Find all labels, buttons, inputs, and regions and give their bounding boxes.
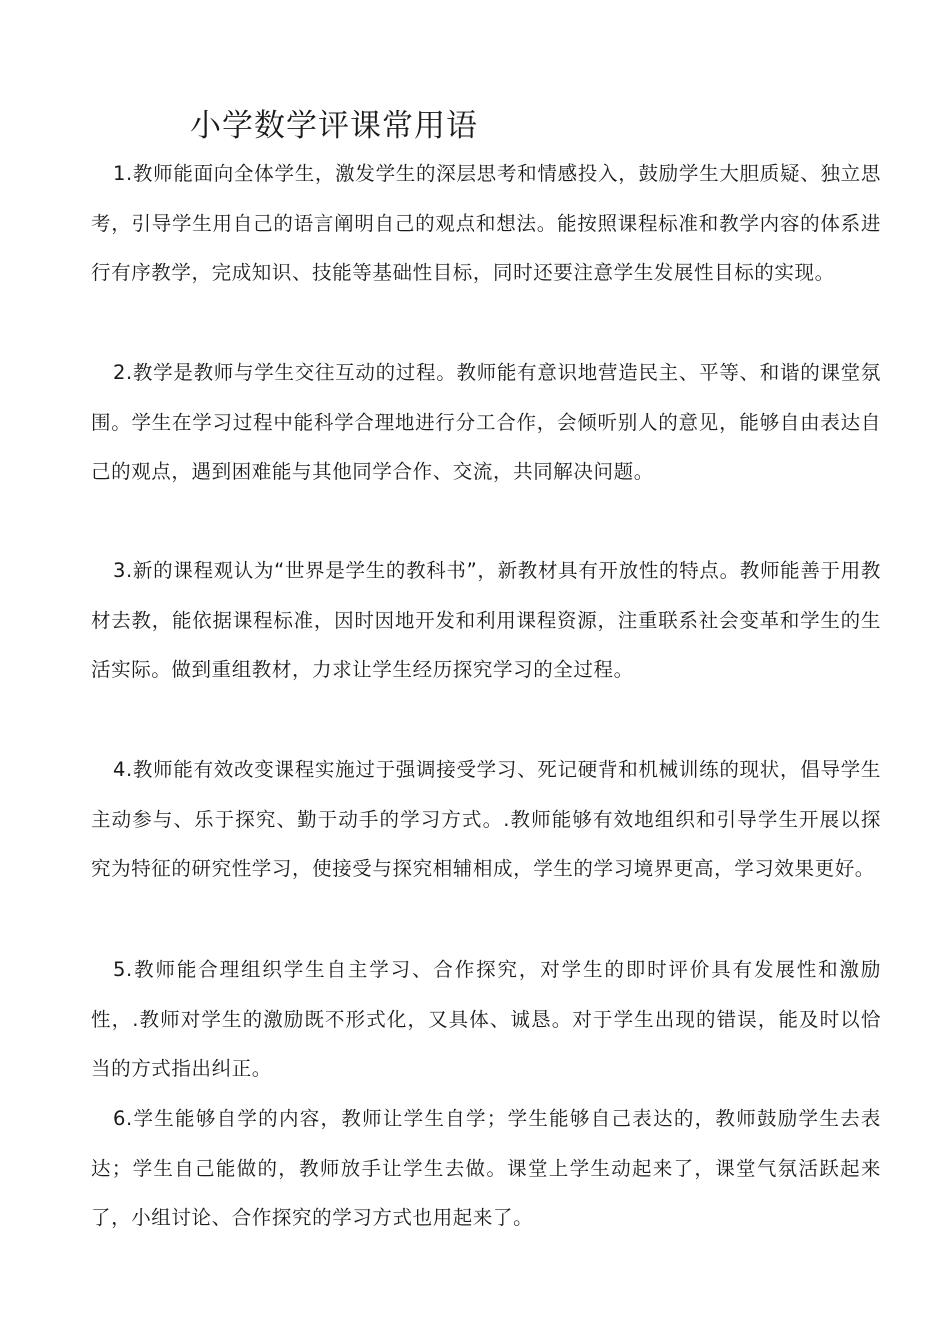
document-title: 小学数学评课常用语 bbox=[190, 108, 478, 144]
paragraph-1: 1.教师能面向全体学生，激发学生的深层思考和情感投入，鼓励学生大胆质疑、独立思考，引导学生用自己的语言阐明自己的观点和想法。能按照课程标准和教学内容的体系进行有序教学，完成知识、技能等基础性目标，同时还要注意学生发展性目标的实现。 bbox=[91, 162, 881, 284]
paragraph-3: 3.新的课程观认为“世界是学生的教科书”，新教材具有开放性的特点。教师能善于用教材去教，能依据课程标准，因时因地开发和利用课程资源，注重联系社会变革和学生的生活实际。做到重组教材，力求让学生经历探究学习的全过程。 bbox=[91, 559, 881, 681]
paragraph-5: 5.教师能合理组织学生自主学习、合作探究，对学生的即时评价具有发展性和激励性，.教师对学生的激励既不形式化，又具体、诚恳。对于学生出现的错误，能及时以恰当的方式指出纠正。 bbox=[91, 958, 881, 1080]
paragraph-6: 6.学生能够自学的内容，教师让学生自学；学生能够自己表达的，教师鼓励学生去表达；学生自己能做的，教师放手让学生去做。课堂上学生动起来了，课堂气氛活跃起来了，小组讨论、合作探究的学习方式也用起来了。 bbox=[91, 1107, 881, 1229]
paragraph-4: 4.教师能有效改变课程实施过于强调接受学习、死记硬背和机械训练的现状，倡导学生主动参与、乐于探究、勤于动手的学习方式。.教师能够有效地组织和引导学生开展以探究为特征的研究性学习，使接受与探究相辅相成，学生的学习境界更高，学习效果更好。 bbox=[91, 758, 881, 880]
paragraph-2: 2.教学是教师与学生交往互动的过程。教师能有意识地营造民主、平等、和谐的课堂氛围。学生在学习过程中能科学合理地进行分工合作，会倾听别人的意见，能够自由表达自己的观点，遇到困难能与其他同学合作、交流，共同解决问题。 bbox=[91, 361, 881, 483]
